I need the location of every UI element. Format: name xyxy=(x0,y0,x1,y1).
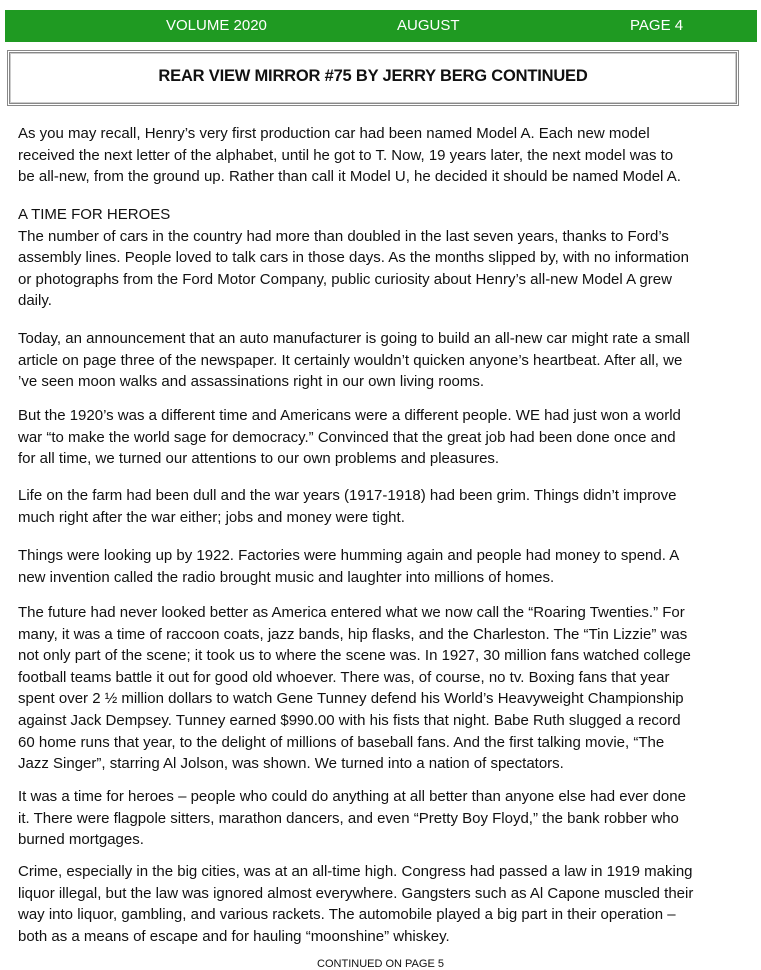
text-line: Jazz Singer”, starring Al Jolson, was shown. We turned into a nation of spectators. xyxy=(18,755,564,773)
text-line: ’ve seen moon walks and assassinations right in our own living rooms. xyxy=(18,373,485,391)
text-line: As you may recall, Henry’s very first production car had been named Model A. Each new model xyxy=(18,125,650,142)
paragraph xyxy=(18,204,689,312)
text-line: Things were looking up by 1922. Factories were humming again and people had money to spend. A xyxy=(18,547,680,564)
text-line: Crime, especially in the big cities, was at an all-time high. Congress had passed a law in 1919 making xyxy=(18,863,693,880)
article-title-box xyxy=(7,50,739,106)
text-line: it. There were flagpole sitters, marathon dancers, and even “Pretty Boy Floyd,” the bank robber who xyxy=(18,809,679,827)
text-line: The number of cars in the country had more than doubled in the last seven years, thanks to Ford’s xyxy=(18,227,669,245)
text-line: not only part of the scene; it took us to where the scene was. In 1927, 30 million fans watched college xyxy=(18,647,691,665)
header-banner xyxy=(5,10,757,42)
volume-label: VOLUME 2020 xyxy=(166,17,267,34)
paragraph xyxy=(18,545,679,588)
text-line: received the next letter of the alphabet, until he got to T. Now, 19 years later, the next model was to xyxy=(18,146,674,164)
text-line: both as a means of escape and for hauling “moonshine” whiskey. xyxy=(18,927,450,945)
text-line: war “to make the world sage for democracy.” Convinced that the great job had been done once and xyxy=(18,428,676,446)
text-line: spent over 2 ½ million dollars to watch Gene Tunney defend his World’s Heavyweight Championship xyxy=(18,690,684,708)
text-line: way into liquor, gambling, and various rackets. The automobile played a big part in their operation – xyxy=(18,906,676,924)
paragraph xyxy=(18,123,681,188)
text-line: burned mortgages. xyxy=(18,831,144,849)
paragraph xyxy=(18,405,681,470)
text-line: or photographs from the Ford Motor Company, public curiosity about Henry’s all-new Model A grew xyxy=(18,270,672,288)
continued-note: CONTINUED ON PAGE 5 xyxy=(317,958,444,970)
text-line: daily. xyxy=(18,292,52,310)
text-line: many, it was a time of raccoon coats, jazz bands, hip flasks, and the Charleston. The “Tin Lizzie” was xyxy=(18,625,688,643)
month-label: AUGUST xyxy=(397,17,460,34)
article-title: REAR VIEW MIRROR #75 BY JERRY BERG CONTINUED xyxy=(158,67,588,85)
text-line: much right after the war either; jobs and money were tight. xyxy=(18,508,405,526)
paragraph xyxy=(18,786,686,851)
text-line: for all time, we turned our attentions to our own problems and pleasures. xyxy=(18,450,500,468)
text-line: But the 1920’s was a different time and Americans were a different people. WE had just won a world xyxy=(18,407,681,424)
text-line: assembly lines. People loved to talk cars in those days. As the months slipped by, with no information xyxy=(18,249,689,267)
paragraph xyxy=(18,602,691,775)
text-line: The future had never looked better as America entered what we now call the “Roaring Twenties.” For xyxy=(18,604,685,621)
paragraph xyxy=(18,861,693,947)
text-line: be all-new, from the ground up. Rather than call it Model U, he decided it should be named Model A. xyxy=(18,168,681,186)
section-heading: A TIME FOR HEROES xyxy=(18,206,171,223)
text-line: liquor illegal, but the law was ignored almost everywhere. Gangsters such as Al Capone muscled their xyxy=(18,884,694,902)
text-line: article on page three of the newspaper. It certainly wouldn’t quicken anyone’s heartbeat. After all, we xyxy=(18,351,683,369)
text-line: Life on the farm had been dull and the war years (1917-1918) had been grim. Things didn’t improve xyxy=(18,487,677,504)
page-number: PAGE 4 xyxy=(630,17,684,34)
text-line: new invention called the radio brought music and laughter into millions of homes. xyxy=(18,568,555,586)
text-line: against Jack Dempsey. Tunney earned $990.00 with his fists that night. Babe Ruth slugged a record xyxy=(18,711,681,729)
paragraph xyxy=(18,485,676,528)
text-line: It was a time for heroes – people who could do anything at all better than anyone else had ever done xyxy=(18,788,686,805)
paragraph xyxy=(18,328,690,393)
text-line: Today, an announcement that an auto manufacturer is going to build an all-new car might rate a small xyxy=(18,330,690,347)
text-line: 60 home runs that year, to the delight of millions of baseball fans. And the first talking movie, “The xyxy=(18,733,665,751)
text-line: football teams battle it out for good old whoever. There was, of course, no tv. Boxing fans that year xyxy=(18,668,670,686)
